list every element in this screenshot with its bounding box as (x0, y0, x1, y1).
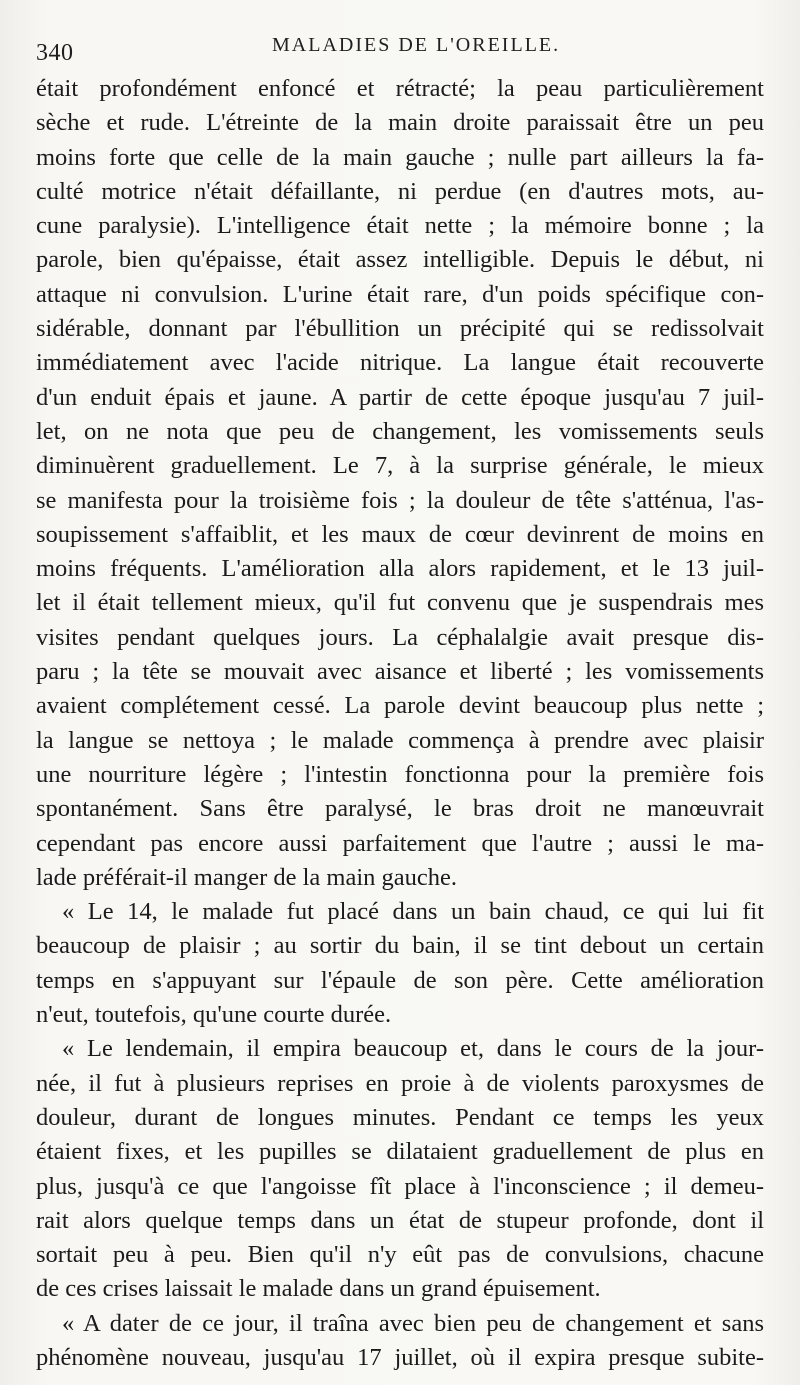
text-line-paragraph-start: « Le lendemain, il empira beaucoup et, dans le cours de la jour- (62, 1035, 764, 1063)
text-line: d'un enduit épais et jaune. A partir de cette époque jusqu'au 7 juil- (36, 383, 764, 411)
body-text (36, 72, 764, 1375)
text-line: se manifesta pour la troisième fois ; la douleur de tête s'atténua, l'as- (36, 486, 764, 514)
text-line-paragraph-end: lade préférait-il manger de la main gauche. (36, 863, 458, 891)
text-line: née, il fut à plusieurs reprises en proie à de violents paroxysmes de (36, 1069, 764, 1097)
text-line: avaient complétement cessé. La parole devint beaucoup plus nette ; (36, 692, 764, 720)
text-line: let il était tellement mieux, qu'il fut convenu que je suspendrais mes (36, 589, 764, 617)
text-line: culté motrice n'était défaillante, ni perdue (en d'autres mots, au- (36, 177, 764, 205)
text-line: était profondément enfoncé et rétracté; la peau particulièrement (36, 75, 764, 102)
running-title: MALADIES DE L'OREILLE. (272, 34, 561, 56)
text-line-paragraph-end: n'eut, toutefois, qu'une courte durée. (36, 1001, 392, 1029)
text-line: attaque ni convulsion. L'urine était rare, d'un poids spécifique con- (36, 280, 764, 308)
text-line: visites pendant quelques jours. La céphalalgie avait presque dis- (36, 623, 764, 651)
text-line: diminuèrent graduellement. Le 7, à la surprise générale, le mieux (36, 452, 764, 480)
text-line: douleur, durant de longues minutes. Pendant ce temps les yeux (36, 1103, 764, 1131)
text-line: la langue se nettoya ; le malade commença à prendre avec plaisir (36, 726, 764, 754)
text-line: sidérable, donnant par l'ébullition un précipité qui se redissolvait (36, 315, 764, 343)
text-line-paragraph-end: de ces crises laissait le malade dans un grand épuisement. (36, 1275, 601, 1303)
page-number: 340 (36, 40, 74, 66)
text-line: temps en s'appuyant sur l'épaule de son père. Cette amélioration (36, 966, 764, 994)
text-line: moins fréquents. L'amélioration alla alors rapidement, et le 13 juil- (36, 555, 764, 583)
text-line: une nourriture légère ; l'intestin fonctionna pour la première fois (36, 760, 764, 788)
text-line: spontanément. Sans être paralysé, le bras droit ne manœuvrait (36, 795, 764, 823)
running-head (36, 28, 764, 66)
text-line: sèche et rude. L'étreinte de la main droite paraissait être un peu (36, 109, 764, 137)
text-line: beaucoup de plaisir ; au sortir du bain, il se tint debout un certain (36, 932, 764, 960)
text-line: plus, jusqu'à ce que l'angoisse fît place à l'inconscience ; il demeu- (36, 1172, 764, 1200)
text-line: cune paralysie). L'intelligence était nette ; la mémoire bonne ; la (36, 212, 764, 240)
text-line: sortait peu à peu. Bien qu'il n'y eût pas de convulsions, chacune (36, 1241, 764, 1269)
text-line: paru ; la tête se mouvait avec aisance et liberté ; les vomissements (36, 658, 764, 686)
text-line: immédiatement avec l'acide nitrique. La langue était recouverte (36, 349, 764, 377)
text-line: parole, bien qu'épaisse, était assez intelligible. Depuis le début, ni (36, 246, 764, 274)
text-line: étaient fixes, et les pupilles se dilataient graduellement de plus en (36, 1138, 764, 1166)
text-line: cependant pas encore aussi parfaitement que l'autre ; aussi le ma- (36, 829, 764, 857)
text-line-paragraph-start: « Le 14, le malade fut placé dans un bain chaud, ce qui lui fit (62, 898, 764, 926)
text-line-paragraph-start: « A dater de ce jour, il traîna avec bien peu de changement et sans (62, 1309, 764, 1337)
text-line: let, on ne nota que peu de changement, les vomissements seuls (36, 417, 764, 445)
text-line: rait alors quelque temps dans un état de stupeur profonde, dont il (36, 1206, 764, 1234)
text-line: soupissement s'affaiblit, et les maux de cœur devinrent de moins en (36, 520, 764, 548)
text-line: phénomène nouveau, jusqu'au 17 juillet, où il expira presque subite- (36, 1343, 764, 1371)
text-line: moins forte que celle de la main gauche ; nulle part ailleurs la fa- (36, 143, 764, 171)
